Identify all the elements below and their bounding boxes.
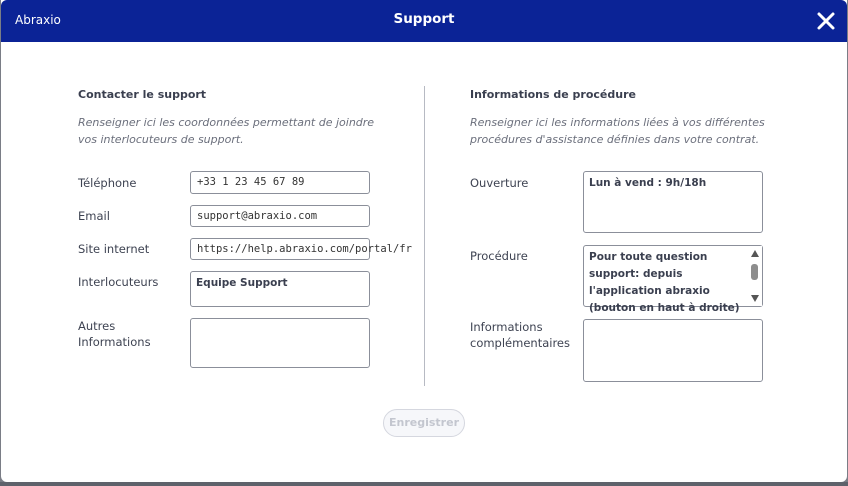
brand-label: Abraxio — [15, 13, 61, 27]
opening-textarea[interactable]: Lun à vend : 9h/18h — [583, 171, 763, 233]
extra-info-label: Informations complémentaires — [470, 320, 570, 350]
column-divider — [424, 86, 425, 386]
procedure-text: Pour toute question support: depuis l'application abraxio (bouton en haut à droite) — [589, 251, 740, 314]
extra-info-textarea[interactable] — [583, 319, 763, 382]
email-label: Email — [78, 209, 110, 223]
phone-input[interactable]: +33 1 23 45 67 89 — [190, 171, 370, 194]
contact-description: Renseigner ici les coordonnées permettant de joindre vos interlocuteurs de support. — [78, 116, 375, 146]
other-info-textarea[interactable] — [190, 318, 370, 368]
procedure-description: Renseigner ici les informations liées à vos différentes procédures d'assistance définies dans votre contrat. — [470, 116, 765, 146]
procedure-label: Procédure — [470, 249, 528, 263]
procedure-scrollbar[interactable] — [748, 246, 762, 306]
contacts-label: Interlocuteurs — [78, 275, 159, 289]
background-strip — [0, 482, 848, 486]
scroll-up-icon[interactable] — [751, 250, 759, 257]
email-input[interactable]: support@abraxio.com — [190, 205, 370, 227]
save-button[interactable]: Enregistrer — [383, 409, 465, 437]
procedure-textarea[interactable] — [583, 245, 763, 314]
website-input[interactable]: https://help.abraxio.com/portal/fr — [190, 238, 370, 260]
contact-section-title: Contacter le support — [78, 88, 207, 101]
dialog-header — [1, 0, 847, 42]
contacts-textarea[interactable]: Equipe Support — [190, 271, 370, 307]
other-info-label: Autres Informations — [78, 319, 151, 349]
phone-label: Téléphone — [78, 176, 137, 190]
close-icon[interactable] — [817, 12, 835, 30]
procedure-section-title: Informations de procédure — [470, 88, 636, 101]
website-label: Site internet — [78, 242, 150, 256]
support-dialog — [1, 0, 847, 482]
scroll-thumb[interactable] — [751, 264, 758, 280]
opening-label: Ouverture — [470, 176, 529, 190]
dialog-title: Support — [393, 11, 455, 27]
scroll-down-icon[interactable] — [751, 295, 759, 302]
